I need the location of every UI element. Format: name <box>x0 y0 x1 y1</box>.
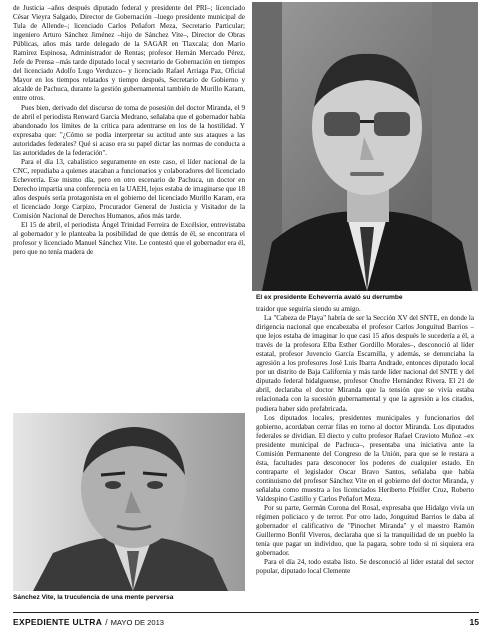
paragraph: Por su parte, Germán Corona del Rosal, expresaba que Hidalgo vivía un régimen policiaco y de terror. Por otro lado, Jonguitud Barrios le daba al gobernador el calificativo de "Pinochet Miranda" y el maestro Ramón Guillermo Bonfil Viveros, declaraba que si la tranquilidad de un pueblo la tenía que pagar un individuo, que la pagara, sobre todo si ni siquiera era gobernador. <box>256 504 474 558</box>
paragraph: de Justicia –años después diputado federal y presidente del PRI–; licenciado César Vieyra Salgado, Director de Gobernación –luego presidente municipal de Tula de Allende–; licenciado Carlos Peñafort Meza, Secretario Particular; ingeniero Arturo Sánchez Jiménez –hijo de Sánchez Vite–, Director de Obras Públicas, años más tarde delegado de la SAGAR en Tlaxcala; don Mario Ramírez Espinosa, Administrador de Rentas; profesor Hernán Mercado Pérez, Jefe de Prensa –más tarde diputado local y secretario de Gobernación en tiempos del licenciado Adolfo Lugo Verduzco– y licenciado Rafael Arriaga Paz, Oficial Mayor en los tiempos relatados y tiempo después, Secretario de Gobierno y alcalde de Pachuca, durante la gestión gubernamental también de Murillo Karam, entre otros. <box>13 4 245 103</box>
page-footer <box>13 617 479 629</box>
portrait-image <box>252 2 478 291</box>
paragraph: El 15 de abril, el periodista Ángel Trinidad Ferreira de Excélsior, entrevistaba al gobernador y le planteaba la posibilidad de que detrás de él, se encontrara el profesor y licenciado Manuel Sánchez Vite. Le contestó que el gobernador era él, pero que no tenía madera de <box>13 221 245 257</box>
photo-caption-sanchez-vite: Sánchez Vite, la truculencia de una mente perversa <box>13 594 174 601</box>
portrait-illustration <box>13 413 245 591</box>
footer-separator: / <box>105 617 108 627</box>
paragraph: Para el día 24, todo estaba listo. Se desconoció al líder estatal del sector popular, diputado local Clemente <box>256 558 474 576</box>
footer-divider <box>13 612 479 613</box>
paragraph: Para el día 13, cabalístico seguramente en este caso, el líder nacional de la CNC, repudiaba a quienes atacaban a funcionarios y colaboradores del licenciado Echeverría. Ese mismo día, pero en otro escenario de Pachuca, un doctor en Derecho impartía una conferencia en la UAEH, lejos estaba de imaginarse que 18 años después sería protagonista en el gobierno del licenciado Murillo Karam, era el licenciado Jorge Carpizo, Procurador General de Justicia y Visitador de la Comisión Nacional de Derechos Humanos, años más tarde. <box>13 157 245 221</box>
page-number: 15 <box>469 617 479 627</box>
article-left-column <box>13 4 245 408</box>
magazine-name: EXPEDIENTE ULTRA <box>13 617 103 627</box>
paragraph: traidor que seguiría siendo su amigo. <box>256 305 361 313</box>
photo-sanchez-vite <box>13 413 245 591</box>
paragraph: Los diputados locales, presidentes municipales y funcionarios del gobierno, acordaban cerrar filas en torno al doctor Miranda. Los diputados federales se dividían. El diecto y culto profesor Rafael Cravioto Muñoz –ex presidente municipal de Pachuca–, presentaba una iniciativa ante la Comisión Permanente del Congreso de la Unión, para que se le restara a ésta, facultades para desconocer los poderes de cualquier estado. En contraparte el legislador Oscar Bravo Santos, señalaba que había continuismo del profesor Sánchez Vite en el gobierno del doctor Miranda, y señalaba como muestra a los licenciados Heriberto Pfeiffer Cruz, Roberto Valdespino Castillo y Carlos Peñafort Meza. <box>256 413 474 503</box>
article-right-column <box>256 305 474 607</box>
photo-caption-echeverria: El ex presidente Echeverría avaló su derrumbe <box>256 294 403 301</box>
paragraph: Pues bien, derivado del discurso de toma de posesión del doctor Miranda, el 9 de abril el periodista Renward García Medrano, señalaba que el gobernador había abandonado los límites de la crítica para adentrarse en los de la hostilidad. Y expresaba que: "¿Cómo se podía interpretar su actitud ante sus ataques a las autoridades federales? Qué si acaso era su papel dictar las normas de conducta a las autoridades de la federación". <box>13 103 245 157</box>
photo-echeverria <box>252 2 478 291</box>
issue-date: MAYO DE 2013 <box>110 618 165 627</box>
paragraph: La "Cabeza de Playa" habría de ser la Sección XV del SNTE, en donde la dirigencia nacional que encabezaba el profesor Carlos Jonguitud Barrios –que lejos estaba de imaginar lo que casi 15 años después le sucedería a él, a través de la profesora Elba Esther Gordillo Morales–, desconoció al líder estatal, profesor Juvencio García Escamilla, y además, se denunciaba la agresión a los profesores José Luis Ibarra Andrade, entonces diputado local por un distrito de Baja California y más tarde líder nacional del SNTE y del diputado federal hidalguense, profesor Onofre Hernández Rivera. El 21 de abril, declaraba el doctor Miranda que la tensión que se vivía estaba relacionada con la sucesión gubernamental y que la agresión a los citados, pudiera haber sido prefabricada. <box>256 314 474 413</box>
